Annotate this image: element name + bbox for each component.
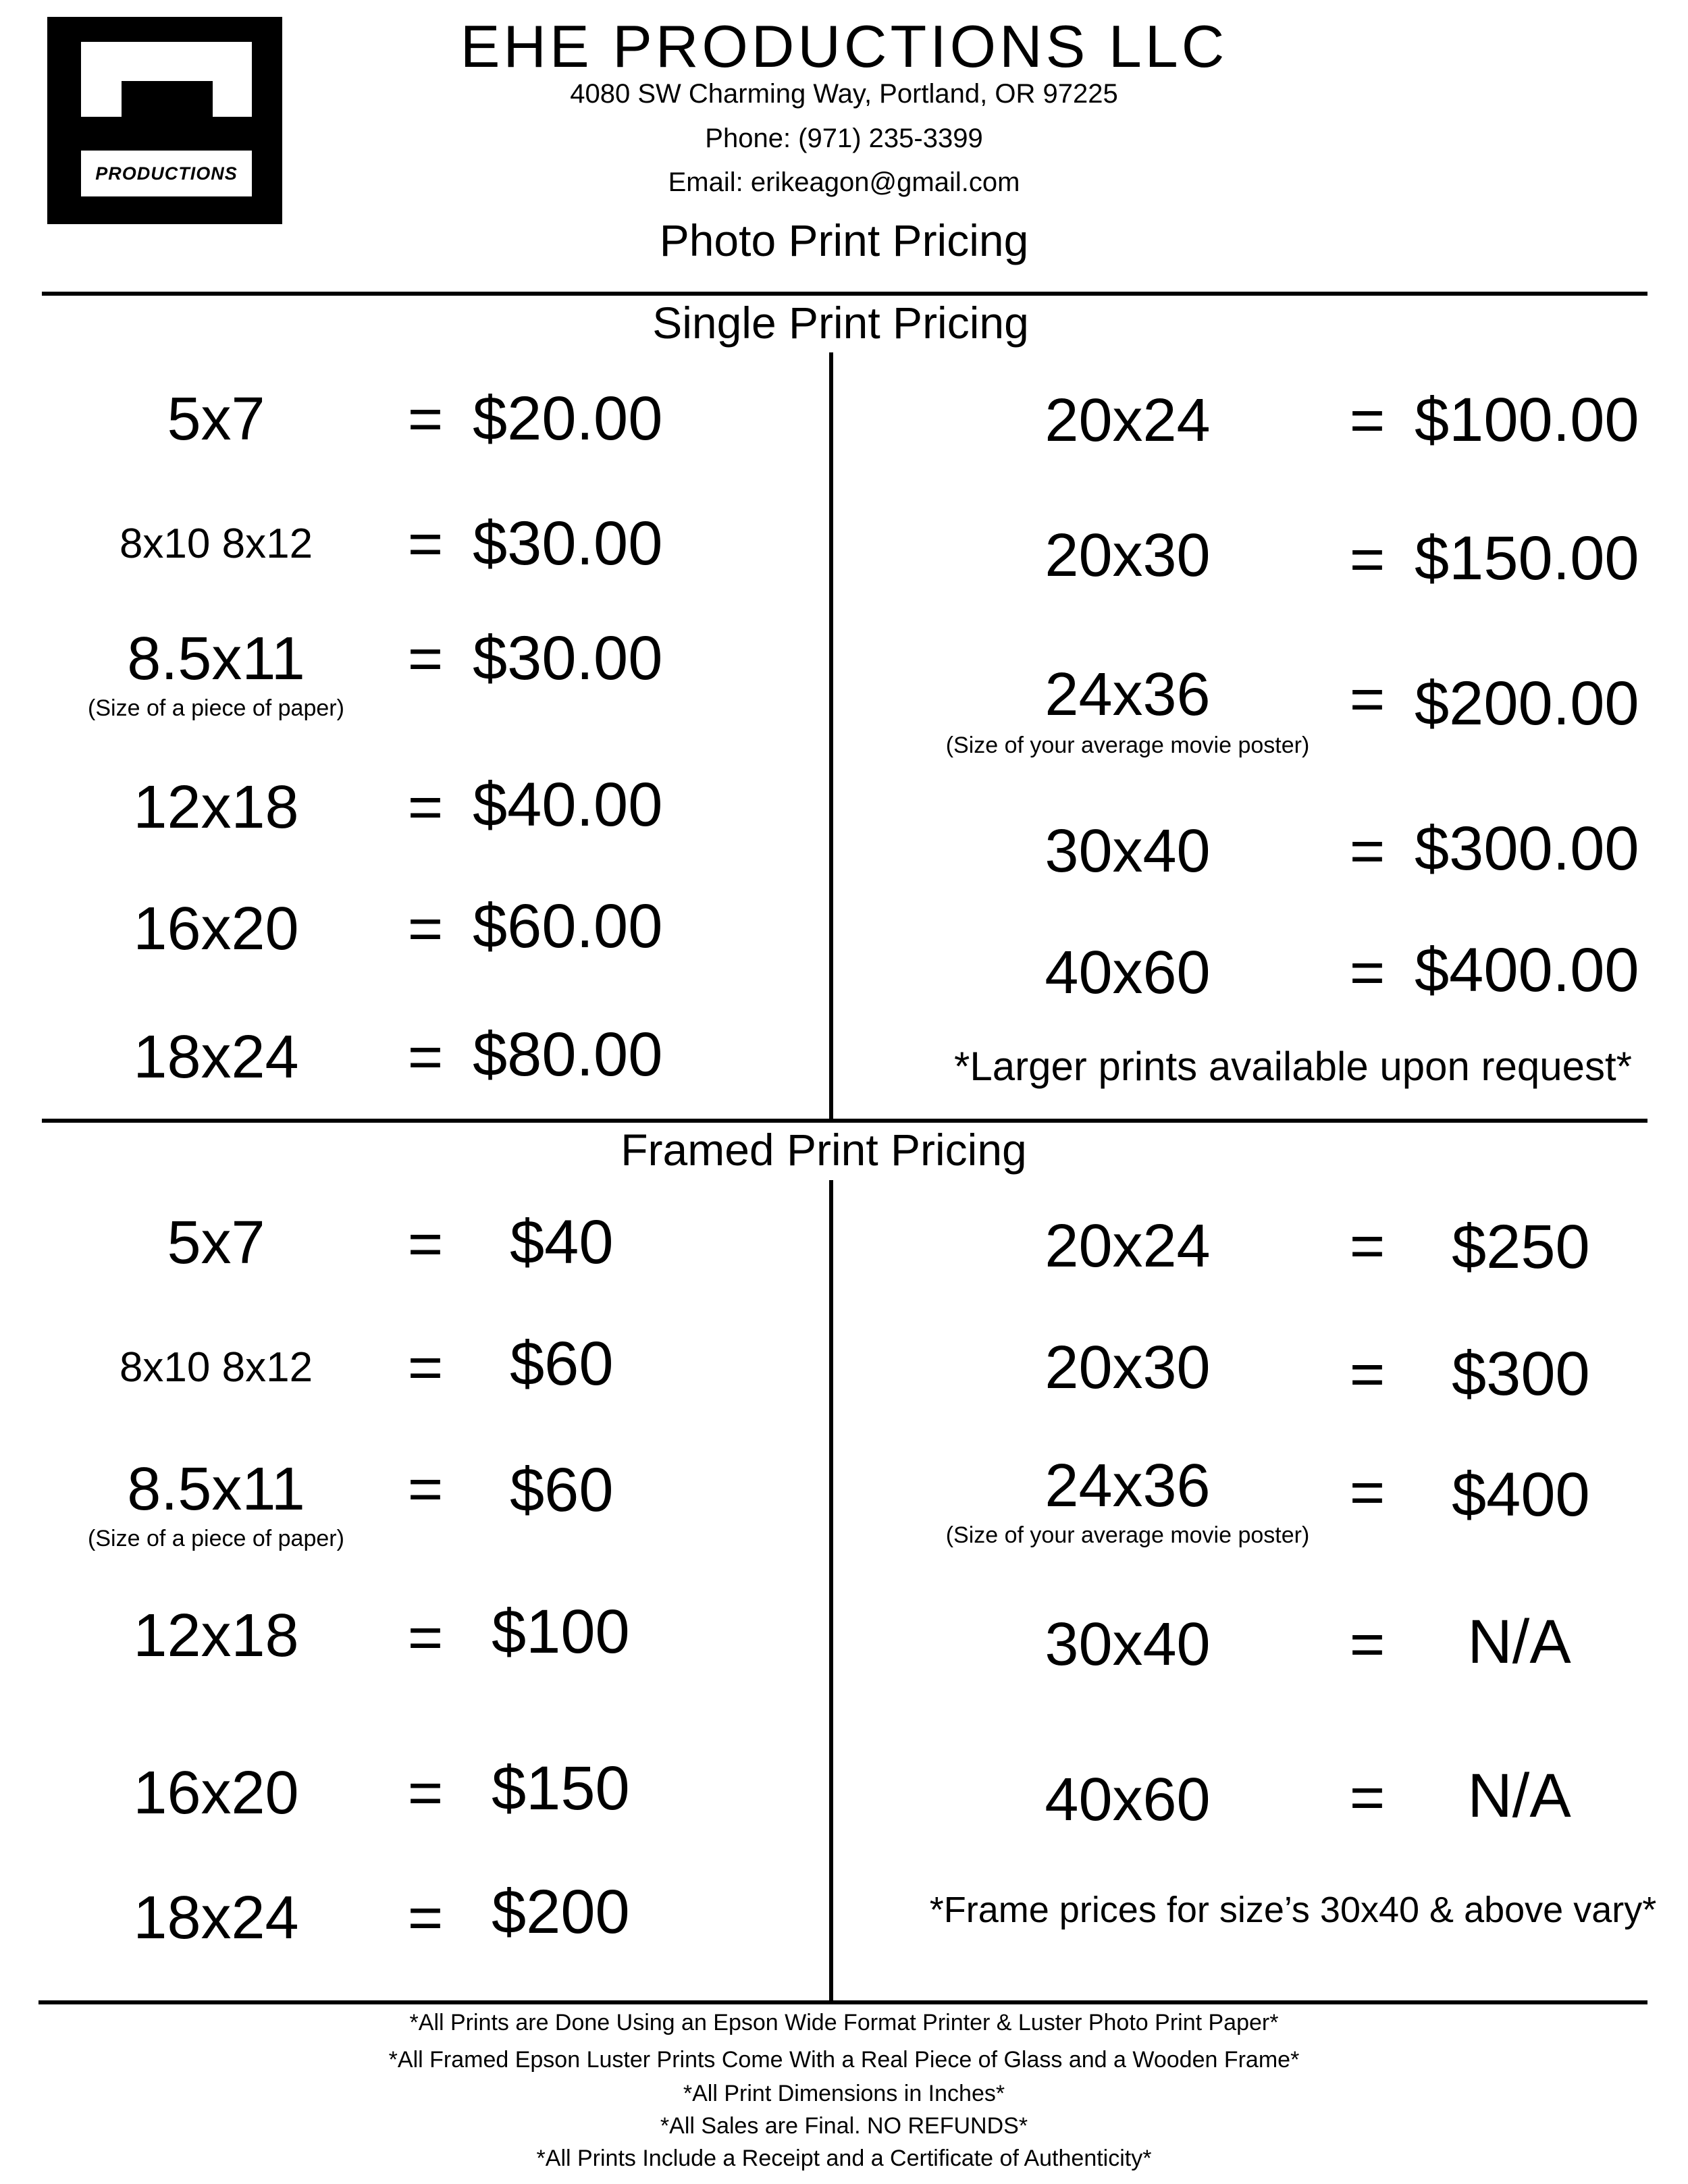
single-size-20x24: 20x24 xyxy=(1045,387,1211,454)
footer-line: *All Framed Epson Luster Prints Come With a Real Piece of Glass and a Wooden Frame* xyxy=(388,2047,1300,2073)
equals-sign: = xyxy=(407,1023,444,1091)
section-title-framed: Framed Print Pricing xyxy=(621,1125,1027,1175)
single-size-5x7: 5x7 xyxy=(167,385,265,453)
single-size-24x36: 24x36 xyxy=(1045,661,1211,728)
framed-size-8-5x11: 8.5x11 xyxy=(127,1456,305,1523)
divider-middle xyxy=(42,1119,1647,1123)
company-phone: Phone: (971) 235-3399 xyxy=(705,124,983,153)
single-note-24x36: (Size of your average movie poster) xyxy=(945,733,1310,758)
section-title-single: Single Print Pricing xyxy=(652,298,1029,348)
framed-price-18x24: $200 xyxy=(492,1877,630,1946)
equals-sign: = xyxy=(1349,1213,1386,1280)
equals-sign: = xyxy=(1349,1611,1386,1678)
company-name: EHE PRODUCTIONS LLC xyxy=(460,13,1228,80)
equals-sign: = xyxy=(407,1210,444,1278)
footer-line: *All Prints are Done Using an Epson Wide Format Printer & Luster Photo Print Paper* xyxy=(409,2010,1279,2035)
single-size-20x30: 20x30 xyxy=(1045,522,1211,589)
equals-sign: = xyxy=(1349,526,1386,593)
footer-line: *All Sales are Final. NO REFUNDS* xyxy=(660,2113,1028,2139)
single-size-8x10-8x12: 8x10 8x12 xyxy=(119,521,313,567)
framed-size-20x30: 20x30 xyxy=(1045,1334,1211,1402)
equals-sign: = xyxy=(407,774,444,841)
framed-price-8-5x11: $60 xyxy=(510,1456,614,1524)
single-price-24x36: $200.00 xyxy=(1415,669,1639,738)
divider-top xyxy=(42,292,1647,296)
framed-price-20x30: $300 xyxy=(1452,1339,1590,1408)
framed-price-40x60: N/A xyxy=(1467,1761,1571,1830)
single-note-8-5x11: (Size of a piece of paper) xyxy=(88,695,344,721)
single-size-12x18: 12x18 xyxy=(133,774,299,841)
framed-size-30x40: 30x40 xyxy=(1045,1611,1211,1678)
equals-sign: = xyxy=(407,625,444,693)
equals-sign: = xyxy=(1349,1764,1386,1832)
framed-size-20x24: 20x24 xyxy=(1045,1213,1211,1280)
framed-price-5x7: $40 xyxy=(510,1208,614,1277)
single-price-5x7: $20.00 xyxy=(473,384,663,453)
page-title: Photo Print Pricing xyxy=(659,215,1029,265)
equals-sign: = xyxy=(1349,1341,1386,1408)
framed-size-40x60: 40x60 xyxy=(1045,1766,1211,1834)
divider-bottom xyxy=(38,2000,1647,2004)
footer-line: *All Print Dimensions in Inches* xyxy=(683,2081,1005,2106)
single-price-20x30: $150.00 xyxy=(1415,524,1639,593)
single-price-18x24: $80.00 xyxy=(473,1020,663,1089)
equals-sign: = xyxy=(407,1604,444,1672)
framed-size-12x18: 12x18 xyxy=(133,1602,299,1670)
equals-sign: = xyxy=(1349,387,1386,454)
single-size-8-5x11: 8.5x11 xyxy=(127,625,305,693)
framed-size-24x36: 24x36 xyxy=(1045,1452,1211,1520)
framed-size-18x24: 18x24 xyxy=(133,1884,299,1952)
equals-sign: = xyxy=(407,1759,444,1827)
single-price-20x24: $100.00 xyxy=(1415,385,1639,454)
framed-frame-prices-note: *Frame prices for size’s 30x40 & above vary* xyxy=(929,1890,1657,1930)
divider-vertical-framed xyxy=(829,1180,833,2000)
framed-price-20x24: $250 xyxy=(1452,1213,1590,1281)
equals-sign: = xyxy=(1349,818,1386,885)
equals-sign: = xyxy=(1349,1459,1386,1526)
company-email: Email: erikeagon@gmail.com xyxy=(668,167,1020,197)
equals-sign: = xyxy=(407,895,444,963)
single-price-8x10-8x12: $30.00 xyxy=(473,509,663,578)
single-price-16x20: $60.00 xyxy=(473,892,663,961)
equals-sign: = xyxy=(407,1334,444,1402)
single-size-16x20: 16x20 xyxy=(133,895,299,963)
framed-size-5x7: 5x7 xyxy=(167,1209,265,1277)
single-size-18x24: 18x24 xyxy=(133,1023,299,1091)
single-price-12x18: $40.00 xyxy=(473,770,663,839)
footer-line: *All Prints Include a Receipt and a Certificate of Authenticity* xyxy=(536,2146,1152,2171)
framed-size-16x20: 16x20 xyxy=(133,1759,299,1827)
equals-sign: = xyxy=(407,1456,444,1523)
framed-note-24x36: (Size of your average movie poster) xyxy=(945,1522,1310,1548)
framed-price-24x36: $400 xyxy=(1452,1460,1590,1529)
equals-sign: = xyxy=(407,1884,444,1952)
equals-sign: = xyxy=(1349,666,1386,733)
single-price-40x60: $400.00 xyxy=(1415,936,1639,1005)
single-price-30x40: $300.00 xyxy=(1415,814,1639,883)
framed-size-8x10-8x12: 8x10 8x12 xyxy=(119,1344,313,1391)
divider-vertical-single xyxy=(829,352,833,1119)
single-larger-prints-note: *Larger prints available upon request* xyxy=(954,1044,1632,1089)
equals-sign: = xyxy=(1349,939,1386,1007)
framed-price-30x40: N/A xyxy=(1467,1607,1571,1676)
equals-sign: = xyxy=(407,385,444,453)
framed-note-8-5x11: (Size of a piece of paper) xyxy=(88,1526,344,1551)
framed-price-12x18: $100 xyxy=(492,1597,630,1666)
company-address: 4080 SW Charming Way, Portland, OR 97225 xyxy=(570,79,1118,109)
single-size-30x40: 30x40 xyxy=(1045,818,1211,885)
single-size-40x60: 40x60 xyxy=(1045,939,1211,1007)
logo-text: PRODUCTIONS xyxy=(95,163,238,184)
equals-sign: = xyxy=(407,510,444,578)
framed-price-8x10-8x12: $60 xyxy=(510,1329,614,1398)
single-price-8-5x11: $30.00 xyxy=(473,624,663,693)
framed-price-16x20: $150 xyxy=(492,1754,630,1823)
